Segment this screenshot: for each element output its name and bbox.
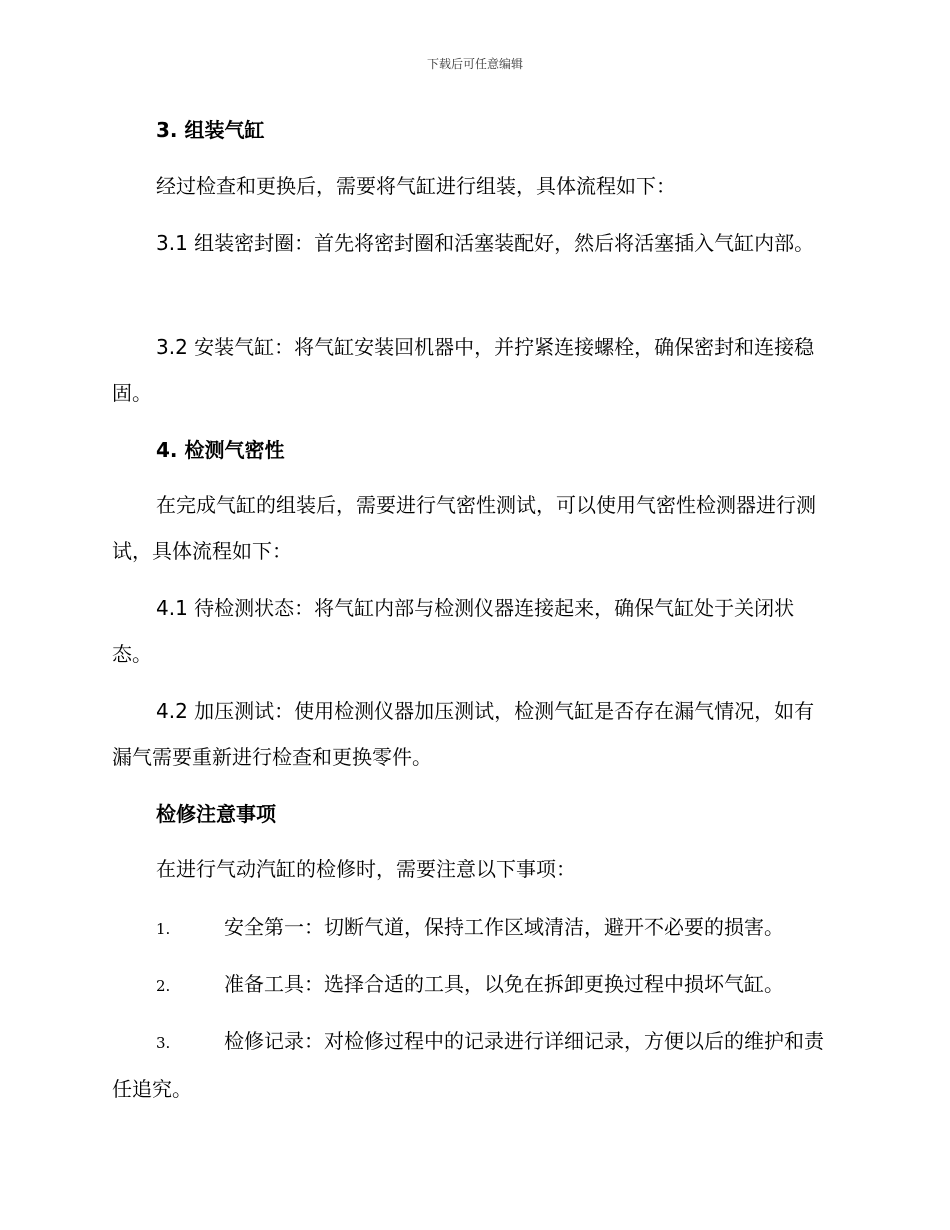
header-note: 下载后可任意编辑	[426, 57, 523, 71]
list-item	[112, 1018, 834, 1112]
section-3-1-paragraph: 3.1 组装密封圈：首先将密封圈和活塞装配好，然后将活塞插入气缸内部。	[156, 231, 815, 255]
section-4-heading: 4. 检测气密性	[156, 438, 285, 462]
section-4-2-paragraph: 4.2 加压测试：使用检测仪器加压测试，检测气缸是否存在漏气情况，如有漏气需要重新进行检查和更换零件。	[112, 699, 815, 769]
notes-heading: 检修注意事项	[156, 802, 276, 826]
list-text: 准备工具：选择合适的工具，以免在拆卸更换过程中损坏气缸。	[224, 972, 784, 996]
list-item	[112, 904, 834, 952]
section-3-heading: 3. 组装气缸	[156, 118, 265, 142]
notes-intro: 在进行气动汽缸的检修时，需要注意以下事项：	[156, 857, 576, 881]
section-3-2-paragraph: 3.2 安装气缸：将气缸安装回机器中，并拧紧连接螺栓，确保密封和连接稳固。	[112, 335, 815, 405]
section-4-intro: 在完成气缸的组装后，需要进行气密性测试，可以使用气密性检测器进行测试，具体流程如下：	[112, 493, 816, 563]
list-item	[112, 961, 834, 1009]
list-text: 检修记录：对检修过程中的记录进行详细记录，方便以后的维护和责任追究。	[112, 1029, 824, 1101]
list-number: 2.	[156, 977, 171, 995]
section-3-intro: 经过检查和更换后，需要将气缸进行组装，具体流程如下：	[156, 174, 676, 198]
list-number: 1.	[156, 920, 171, 938]
section-4-1-paragraph: 4.1 待检测状态：将气缸内部与检测仪器连接起来，确保气缸处于关闭状态。	[112, 596, 795, 666]
list-number: 3.	[156, 1034, 171, 1052]
list-text: 安全第一：切断气道，保持工作区域清洁，避开不必要的损害。	[224, 915, 784, 939]
